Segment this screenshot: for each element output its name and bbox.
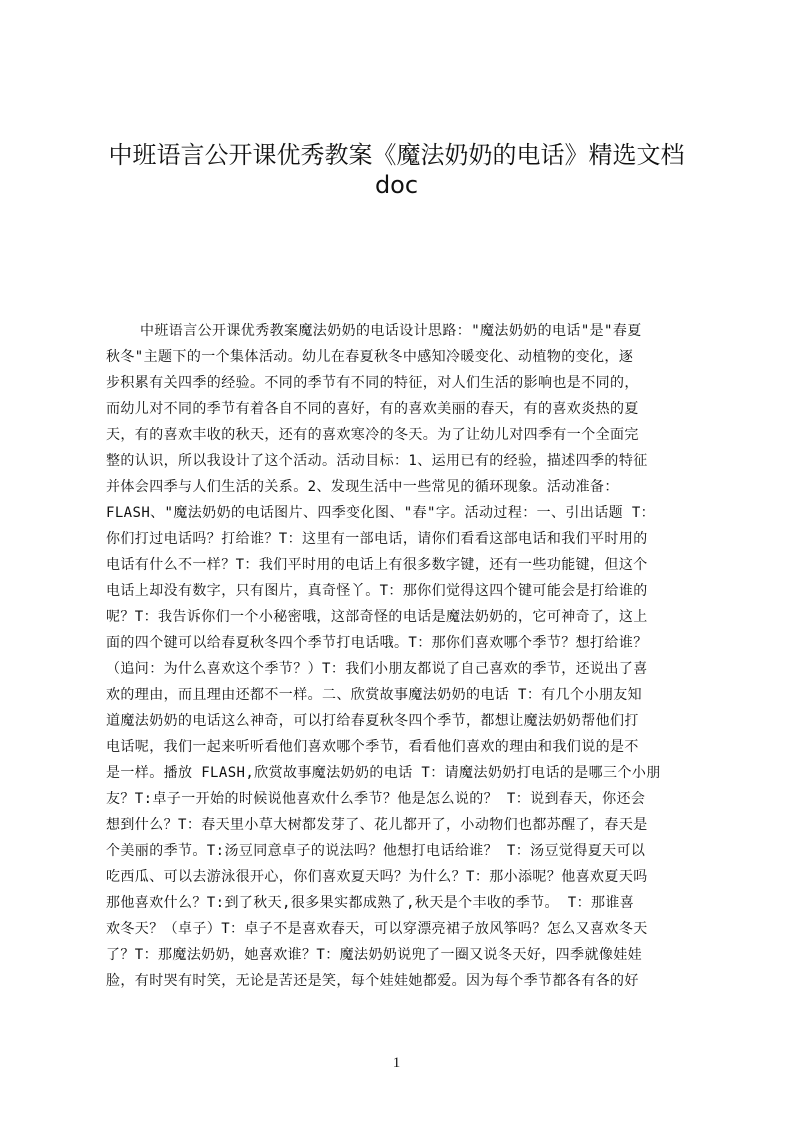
document-title [60,140,733,200]
body-line: 是一样。播放 FLASH,欣赏故事魔法奶奶的电话 T：请魔法奶奶打电话的是哪三个小朋 [106,765,661,781]
page-number: 1 [392,1055,401,1071]
body-line: 呢？T：我告诉你们一个小秘密哦，这部奇怪的电话是魔法奶奶的，它可神奇了，这上 [106,609,648,625]
body-line: 道魔法奶奶的电话这么神奇，可以打给春夏秋冬四个季节，都想让魔法奶奶帮他们打 [106,713,639,729]
body-line: 想到什么？T：春天里小草大树都发芽了、花儿都开了，小动物们也都苏醒了，春天是 [106,817,648,833]
body-line: 脸，有时哭有时笑，无论是苦还是笑，每个娃娃她都爱。因为每个季节都各有各的好 [106,973,639,989]
body-line: 吃西瓜、可以去游泳很开心，你们喜欢夏天吗？为什么？T：那小添呢？他喜欢夏天吗 [106,869,648,885]
body-line: 个美丽的季节。T:汤豆同意卓子的说法吗？他想打电话给谁？ T：汤豆觉得夏天可以 [106,843,646,859]
body-line: 面的四个键可以给春夏秋冬四个季节打电话哦。T：那你们喜欢哪个季节？想打给谁？ [106,635,648,651]
body-text [106,318,697,1028]
title-line-2: doc [374,171,419,199]
body-line: 中班语言公开课优秀教案魔法奶奶的电话设计思路："魔法奶奶的电话"是"春夏 [140,323,642,339]
body-line: 友？T:卓子一开始的时候说他喜欢什么季节？他是怎么说的？ T：说到春天，你还会 [106,791,646,807]
body-line: 整的认识，所以我设计了这个活动。活动目标：1、运用已有的经验，描述四季的特征 [106,453,648,469]
body-line: 欢冬天？（卓子）T：卓子不是喜欢春天，可以穿漂亮裙子放风筝吗？怎么又喜欢冬天 [106,921,648,937]
body-line: 那他喜欢什么？T:到了秋天,很多果实都成熟了,秋天是个丰收的季节。 T：那谁喜 [106,895,635,911]
body-line: （追问：为什么喜欢这个季节？）T：我们小朋友都说了自己喜欢的季节，还说出了喜 [106,661,648,677]
body-line: 步积累有关四季的经验。不同的季节有不同的特征，对人们生活的影响也是不同的， [106,375,639,391]
body-line: 电话呢，我们一起来听听看他们喜欢哪个季节，看看他们喜欢的理由和我们说的是不 [106,739,639,755]
body-line: 天，有的喜欢丰收的秋天，还有的喜欢寒冷的冬天。为了让幼儿对四季有一个全面完 [106,427,639,443]
body-line: 并体会四季与人们生活的关系。2、发现生活中一些常见的循环现象。活动准备： [106,479,619,495]
body-line: FLASH、"魔法奶奶的电话图片、四季变化图、"春"字。活动过程：一、引出话题 T： [106,505,656,521]
body-line: 秋冬"主题下的一个集体活动。幼儿在春夏秋冬中感知冷暖变化、动植物的变化，逐 [106,349,634,365]
body-line: 了？T：那魔法奶奶，她喜欢谁？T：魔法奶奶说兜了一圈又说冬天好，四季就像娃娃 [106,947,643,963]
body-line: 你们打过电话吗？打给谁？T：这里有一部电话，请你们看看这部电话和我们平时用的 [106,531,648,547]
body-line: 电话有什么不一样？T：我们平时用的电话上有很多数字键，还有一些功能键，但这个 [106,557,648,573]
body-line: 电话上却没有数字，只有图片，真奇怪丫。T：那你们觉得这四个键可能会是打给谁的 [106,583,648,599]
title-line-1: 中班语言公开课优秀教案《魔法奶奶的电话》精选文档 [108,141,685,169]
body-line: 而幼儿对不同的季节有着各自不同的喜好，有的喜欢美丽的春天，有的喜欢炎热的夏 [106,401,639,417]
body-line: 欢的理由，而且理由还都不一样。二、欣赏故事魔法奶奶的电话 T：有几个小朋友知 [106,687,643,703]
